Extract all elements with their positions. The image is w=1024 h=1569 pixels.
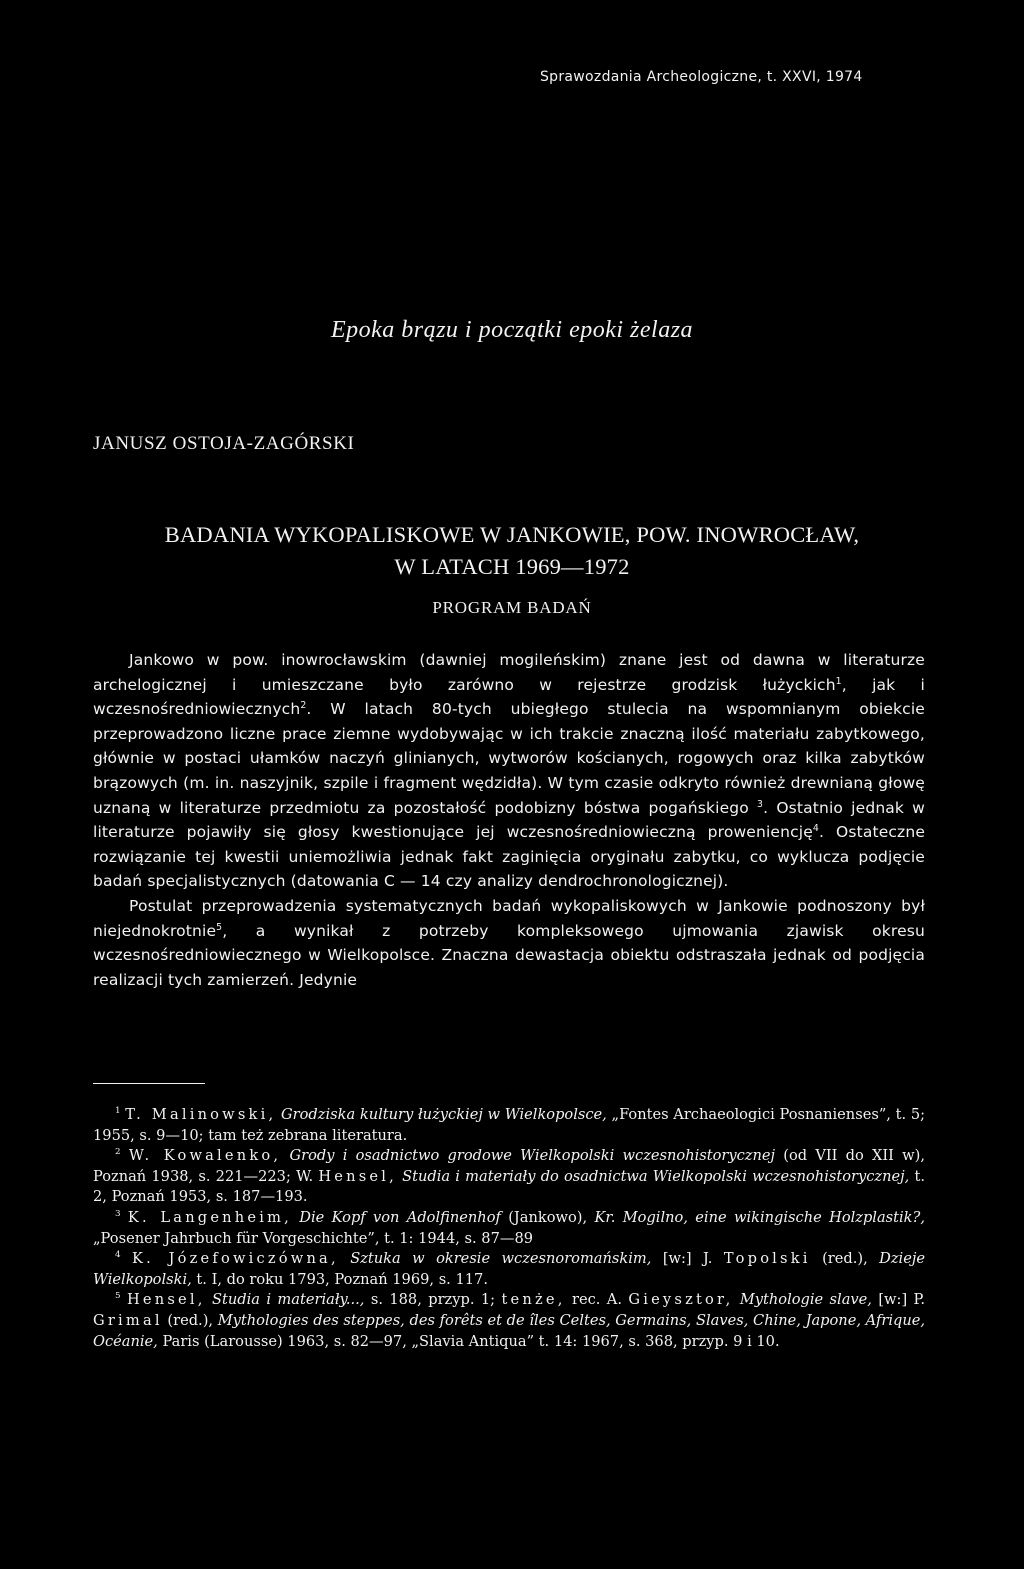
article-title-line-2: W LATACH 1969—1972 (394, 554, 630, 579)
footnote-text: „Posener Jahrbuch für Vorgeschichte”, t. 1: 1944, s. 87—89 (93, 1229, 534, 1247)
article-title-line-1: BADANIA WYKOPALISKOWE W JANKOWIE, POW. INOWROCŁAW, (164, 522, 860, 547)
footnote-ref-3: 3 (757, 798, 764, 810)
footnote-author: W. Kowalenko, (128, 1147, 282, 1165)
footnote-author: K. Langenheim, (127, 1208, 292, 1226)
text-run: , jak i wczesnośredniowiecznych (93, 675, 925, 719)
footnote-text: (red.), (167, 1311, 214, 1329)
running-head: Sprawozdania Archeologiczne, t. XXVI, 1974 (540, 69, 863, 85)
footnote-author: Grimal (93, 1311, 163, 1329)
paragraph-1 (93, 648, 925, 894)
footnote-title: Grody i osadnictwo grodowe Wielkopolski wczesnohistorycznej (289, 1147, 776, 1165)
section-title: Epoka brązu i początki epoki żelaza (330, 317, 694, 343)
footnote-author: Topolski (723, 1250, 811, 1268)
footnote-title: Kr. Mogilno, eine wikingische Holzplastik?, (594, 1208, 925, 1226)
footnote-2 (93, 1146, 925, 1208)
footnote-ref-1: 1 (835, 675, 842, 687)
footnote-author: Gieysztor, (628, 1291, 734, 1309)
footnote-ref-5: 5 (216, 921, 223, 933)
footnote-ref-4: 4 (812, 823, 819, 834)
footnote-title: Mythologies des steppes, des forêts et de îles Celtes, Germains, Slaves, Chine, Japone, Afrique, Océanie, (93, 1311, 925, 1350)
footnote-text: t. 2, Poznań 1953, s. 187—193. (93, 1167, 925, 1206)
footnote-text: (Jankowo), (508, 1208, 588, 1226)
section-subheading: PROGRAM BADAŃ (432, 598, 592, 617)
footnote-text: „Fontes Archaeologici Posnanienses”, t. 5; 1955, s. 9—10; tam też zebrana literatura. (93, 1106, 926, 1144)
footnote-title: Sztuka w okresie wczesnoromańskim, (350, 1250, 652, 1268)
text-run: . Ostatnio jednak w literaturze pojawiły się głosy kwestionujące jej wczesnośredniowieczną proweniencję (93, 798, 926, 842)
text-run: . Ostateczne rozwiązanie tej kwestii uniemożliwia jednak fakt zaginięcia oryginału zabytku, co wyklucza podjęcie badań specjalistycznych (datowania C — 14 czy analizy dendrochronologicznej). (93, 823, 925, 891)
footnote-4 (93, 1249, 925, 1290)
footnote-author: K. Józefowiczówna, (132, 1250, 339, 1268)
footnote-3 (93, 1208, 925, 1249)
footnote-text: s. 188, przyp. 1; (370, 1291, 496, 1309)
footnote-number: 2 (115, 1147, 121, 1158)
footnote-title: Studia i materiały..., (212, 1291, 365, 1309)
text-run: . W latach 80-tych ubiegłego stulecia na wspomnianym obiekcie przeprowadzono liczne prace ziemne wydobywając w ich trakcie znaczną ilość materiału zabytkowego, głównie w postaci ułamków naczyń glinianych, wytworów kościanych, rogowych oraz kilka zabytków brązowych (m. in. naszyjnik, szpile i fragment wędzidła). W tym czasie odkryto również drewnianą głowę uznaną w literaturze przedmiotu za pozostałość podobizny bóstwa pogańskiego (93, 700, 925, 817)
footnote-author: T. Malinowski, (125, 1106, 277, 1123)
footnote-text: t. I, do roku 1793, Poznań 1969, s. 117. (196, 1270, 488, 1288)
footnote-number: 4 (115, 1250, 121, 1261)
footnote-ref-2: 2 (300, 700, 307, 712)
footnote-author: tenże, (501, 1291, 566, 1309)
footnotes (93, 1105, 925, 1352)
footnote-1 (93, 1105, 925, 1146)
footnote-text: [w:] P. (878, 1291, 926, 1309)
footnote-number: 3 (115, 1209, 121, 1220)
footnote-text: [w:] J. (662, 1250, 713, 1268)
footnote-text: (red.), (822, 1250, 868, 1268)
footnote-text: (od VII do XII w), Poznań 1938, s. 221—223; W. (93, 1147, 926, 1185)
footnote-text: Paris (Larousse) 1963, s. 82—97, „Slavia Antiqua” t. 14: 1967, s. 368, przyp. 9 i 10. (162, 1332, 780, 1350)
text-run: Jankowo w pow. inowrocławskim (dawniej mogileńskim) znane jest od dawna w literaturze archelogicznej i umieszczane było zarówno w rejestrze grodzisk łużyckich (93, 651, 925, 694)
footnote-separator (93, 1083, 205, 1084)
footnote-title: Studia i materiały do osadnictwa Wielkopolski wczesnohistorycznej, (402, 1167, 910, 1185)
footnote-5 (93, 1290, 925, 1352)
footnote-title: Grodziska kultury łużyckiej w Wielkopolsce, (281, 1106, 607, 1123)
footnote-author: Hensel, (318, 1167, 397, 1185)
body-text (93, 648, 925, 992)
footnote-text: rec. A. (571, 1291, 622, 1309)
footnote-title: Die Kopf von Adolfinenhof (299, 1208, 501, 1226)
footnote-number: 1 (115, 1106, 121, 1117)
footnote-number: 5 (115, 1291, 121, 1302)
footnote-title: Dzieje Wielkopolski, (93, 1250, 926, 1288)
author-name: JANUSZ OSTOJA-ZAGÓRSKI (93, 433, 355, 454)
footnote-author: Hensel, (126, 1291, 206, 1309)
text-run: , a wynikał z potrzeby kompleksowego ujmowania zjawisk okresu wczesnośredniowiecznego w Wielkopolsce. Znaczna dewastacja obiektu odstraszała jednak od podjęcia realizacji tych zamierzeń. Jedynie (93, 921, 925, 989)
text-run: Postulat przeprowadzenia systematycznych badań wykopaliskowych w Jankowie podnoszony był niejednokrotnie (93, 896, 925, 940)
article-title (93, 519, 931, 583)
footnote-title: Mythologie slave, (739, 1291, 872, 1309)
paragraph-2 (93, 894, 925, 992)
